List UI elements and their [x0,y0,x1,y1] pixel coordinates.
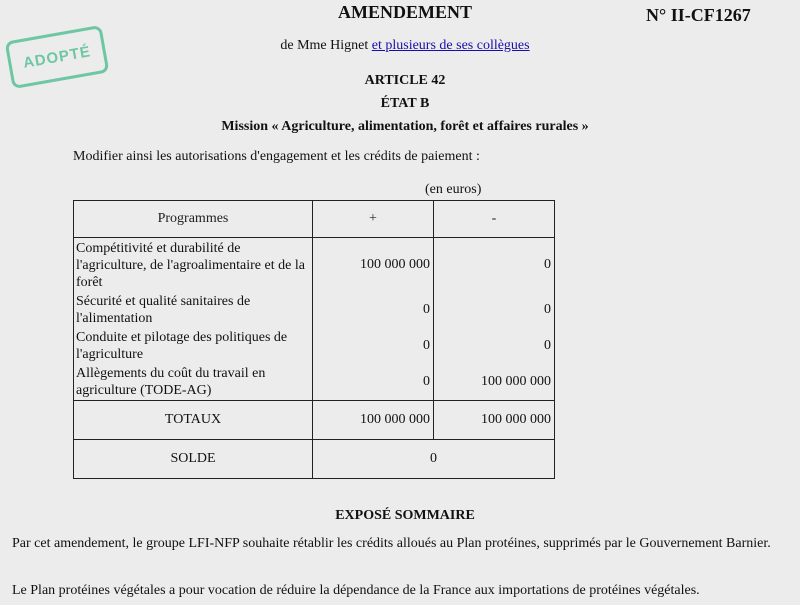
table-row [74,238,555,293]
header-programmes: Programmes [74,201,313,238]
program-name: Conduite et pilotage des politiques de l'agriculture [74,328,313,364]
minus-value: 0 [434,238,555,293]
instruction-text: Modifier ainsi les autorisations d'engagement et les crédits de paiement : [73,149,480,164]
plus-value: 0 [313,328,434,364]
table-row [74,364,555,401]
expose-paragraph: Le Plan protéines végétales a pour vocation de réduire la dépendance de la France aux importations de protéines végétales. [12,583,700,598]
program-name: Compétitivité et durabilité de l'agriculture, de l'agroalimentaire et de la forêt [74,238,313,293]
amendment-number: N° II-CF1267 [646,5,751,25]
article-heading: ARTICLE 42 [364,73,446,88]
program-name: Allègements du coût du travail en agriculture (TODE-AG) [74,364,313,401]
unit-label: (en euros) [425,182,482,197]
table-row [74,292,555,328]
header-plus: + [313,201,434,238]
solde-value: 0 [313,440,555,479]
totals-plus: 100 000 000 [313,401,434,440]
document-title: AMENDEMENT [338,2,472,22]
credits-table [73,200,555,479]
program-name: Sécurité et qualité sanitaires de l'alimentation [74,292,313,328]
mission-heading: Mission « Agriculture, alimentation, forêt et affaires rurales » [221,119,589,134]
plus-value: 100 000 000 [313,238,434,293]
plus-value: 0 [313,364,434,401]
expose-title: EXPOSÉ SOMMAIRE [335,508,475,523]
expose-paragraph: Par cet amendement, le groupe LFI-NFP souhaite rétablir les crédits alloués au Plan protéines, supprimés par le Gouvernement Barnier. [12,536,771,551]
table-row [74,328,555,364]
totals-minus: 100 000 000 [434,401,555,440]
header-minus: - [434,201,555,238]
authors-line [0,38,800,54]
adopted-stamp: ADOPTÉ [5,25,110,89]
etat-heading: ÉTAT B [380,96,430,111]
minus-value: 0 [434,292,555,328]
minus-value: 100 000 000 [434,364,555,401]
totals-row [74,401,555,440]
plus-value: 0 [313,292,434,328]
solde-row [74,440,555,479]
co-authors-link[interactable]: et plusieurs de ses collègues [371,38,530,53]
author-name: de Mme Hignet [280,38,369,53]
table-header-row [74,201,555,238]
minus-value: 0 [434,328,555,364]
solde-label: SOLDE [74,440,313,479]
totals-label: TOTAUX [74,401,313,440]
